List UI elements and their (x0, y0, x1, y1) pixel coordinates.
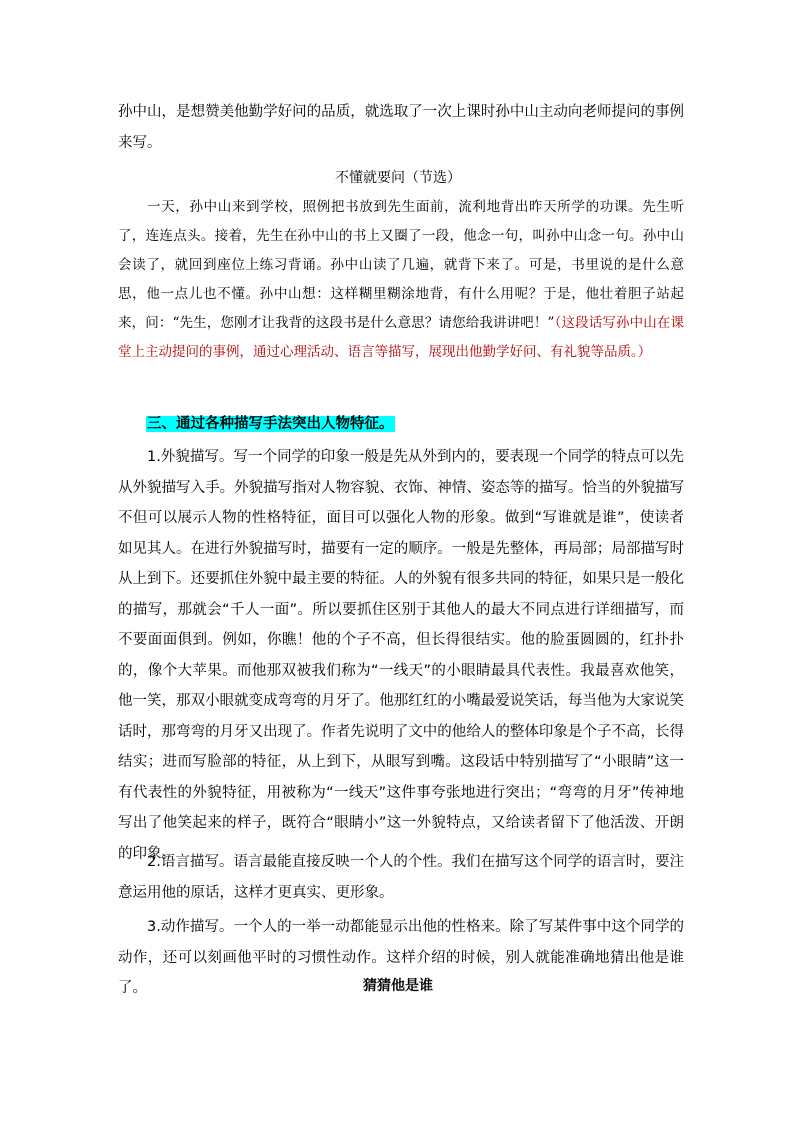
action-paragraph: 3.动作描写。一个人的一举一动都能显示出他的性格来。除了写某件事中这个同学的动作，还可以刻画他平时的习惯性动作。这样介绍的时候，别人就能准确地猜出他是谁了。 (118, 919, 684, 996)
intro-paragraph: 孙中山，是想赞美他勤学好问的品质，就选取了一次上课时孙中山主动向老师提问的事例来写。 (118, 104, 684, 151)
excerpt-annotation: （这段话写孙中山在课堂上主动提问的事例，通过心理活动、语言等描写，展现出他勤学好问、有礼貌等品质。） (118, 315, 684, 360)
appearance-paragraph: 1.外貌描写。写一个同学的印象一般是先从外到内的，要表现一个同学的特点可以先从外貌描写入手。外貌描写指对人物容貌、衣饰、神情、姿态等的描写。恰当的外貌描写不但可以展示人物的性格特征，面目可以强化人物的形象。做到“写谁就是谁”，使读者如见其人。在进行外貌描写时，描要有一定的顺序。一般是先整体，再局部；局部描写时从上到下。还要抓住外貌中最主要的特征。人的外貌有很多共同的特征，如果只是一般化的描写，那就会“千人一面”。所以要抓住区别于其他人的最大不同点进行详细描写，而不要面面俱到。例如，你瞧！他的个子不高，但长得很结实。他的脸蛋圆圆的，红扑扑的，像个大苹果。而他那双被我们称为“一线天”的小眼睛最具代表性。我最喜欢他笑，他一笑，那双小眼就变成弯弯的月牙了。他那红红的小嘴最爱说笑话，每当他为大家说笑话时，那弯弯的月牙又出现了。作者先说明了文中的他给人的整体印象是个子不高，长得结实；进而写脸部的特征，从上到下，从眼写到嘴。这段话中特别描写了“小眼睛”这一有代表性的外貌特征，用被称为“一线天”这件事夸张地进行突出；“弯弯的月牙”传神地写出了他笑起来的样子，既符合“眼睛小”这一外貌特点，又给读者留下了他活泼、开朗的印象。 (118, 449, 684, 862)
excerpt-paragraph (118, 193, 684, 367)
section-heading-3 (146, 413, 395, 435)
highlighted-heading: 三、通过各种描写手法突出人物特征。 (147, 416, 394, 432)
excerpt-title: 不懂就要问（节选） (335, 170, 461, 186)
language-paragraph: 2.语言描写。语言最能直接反映一个人的个性。我们在描写这个同学的语言时，要注意运用他的原话，这样才更真实、更形象。 (118, 854, 684, 901)
final-title: 猜猜他是谁 (363, 978, 433, 994)
excerpt-body: 一天，孙中山来到学校，照例把书放到先生面前，流利地背出昨天所学的功课。先生听了，连连点头。接着，先生在孙中山的书上又圈了一段，他念一句，叫孙中山念一句。孙中山会读了，就回到座位上练习背诵。孙中山读了几遍，就背下来了。可是，书里说的是什么意思，他一点儿也不懂。孙中山想：这样糊里糊涂地背，有什么用呢？于是，他壮着胆子站起来，问：“先生，您刚才让我背的这段书是什么意思？请您给我讲讲吧！” (118, 199, 684, 331)
